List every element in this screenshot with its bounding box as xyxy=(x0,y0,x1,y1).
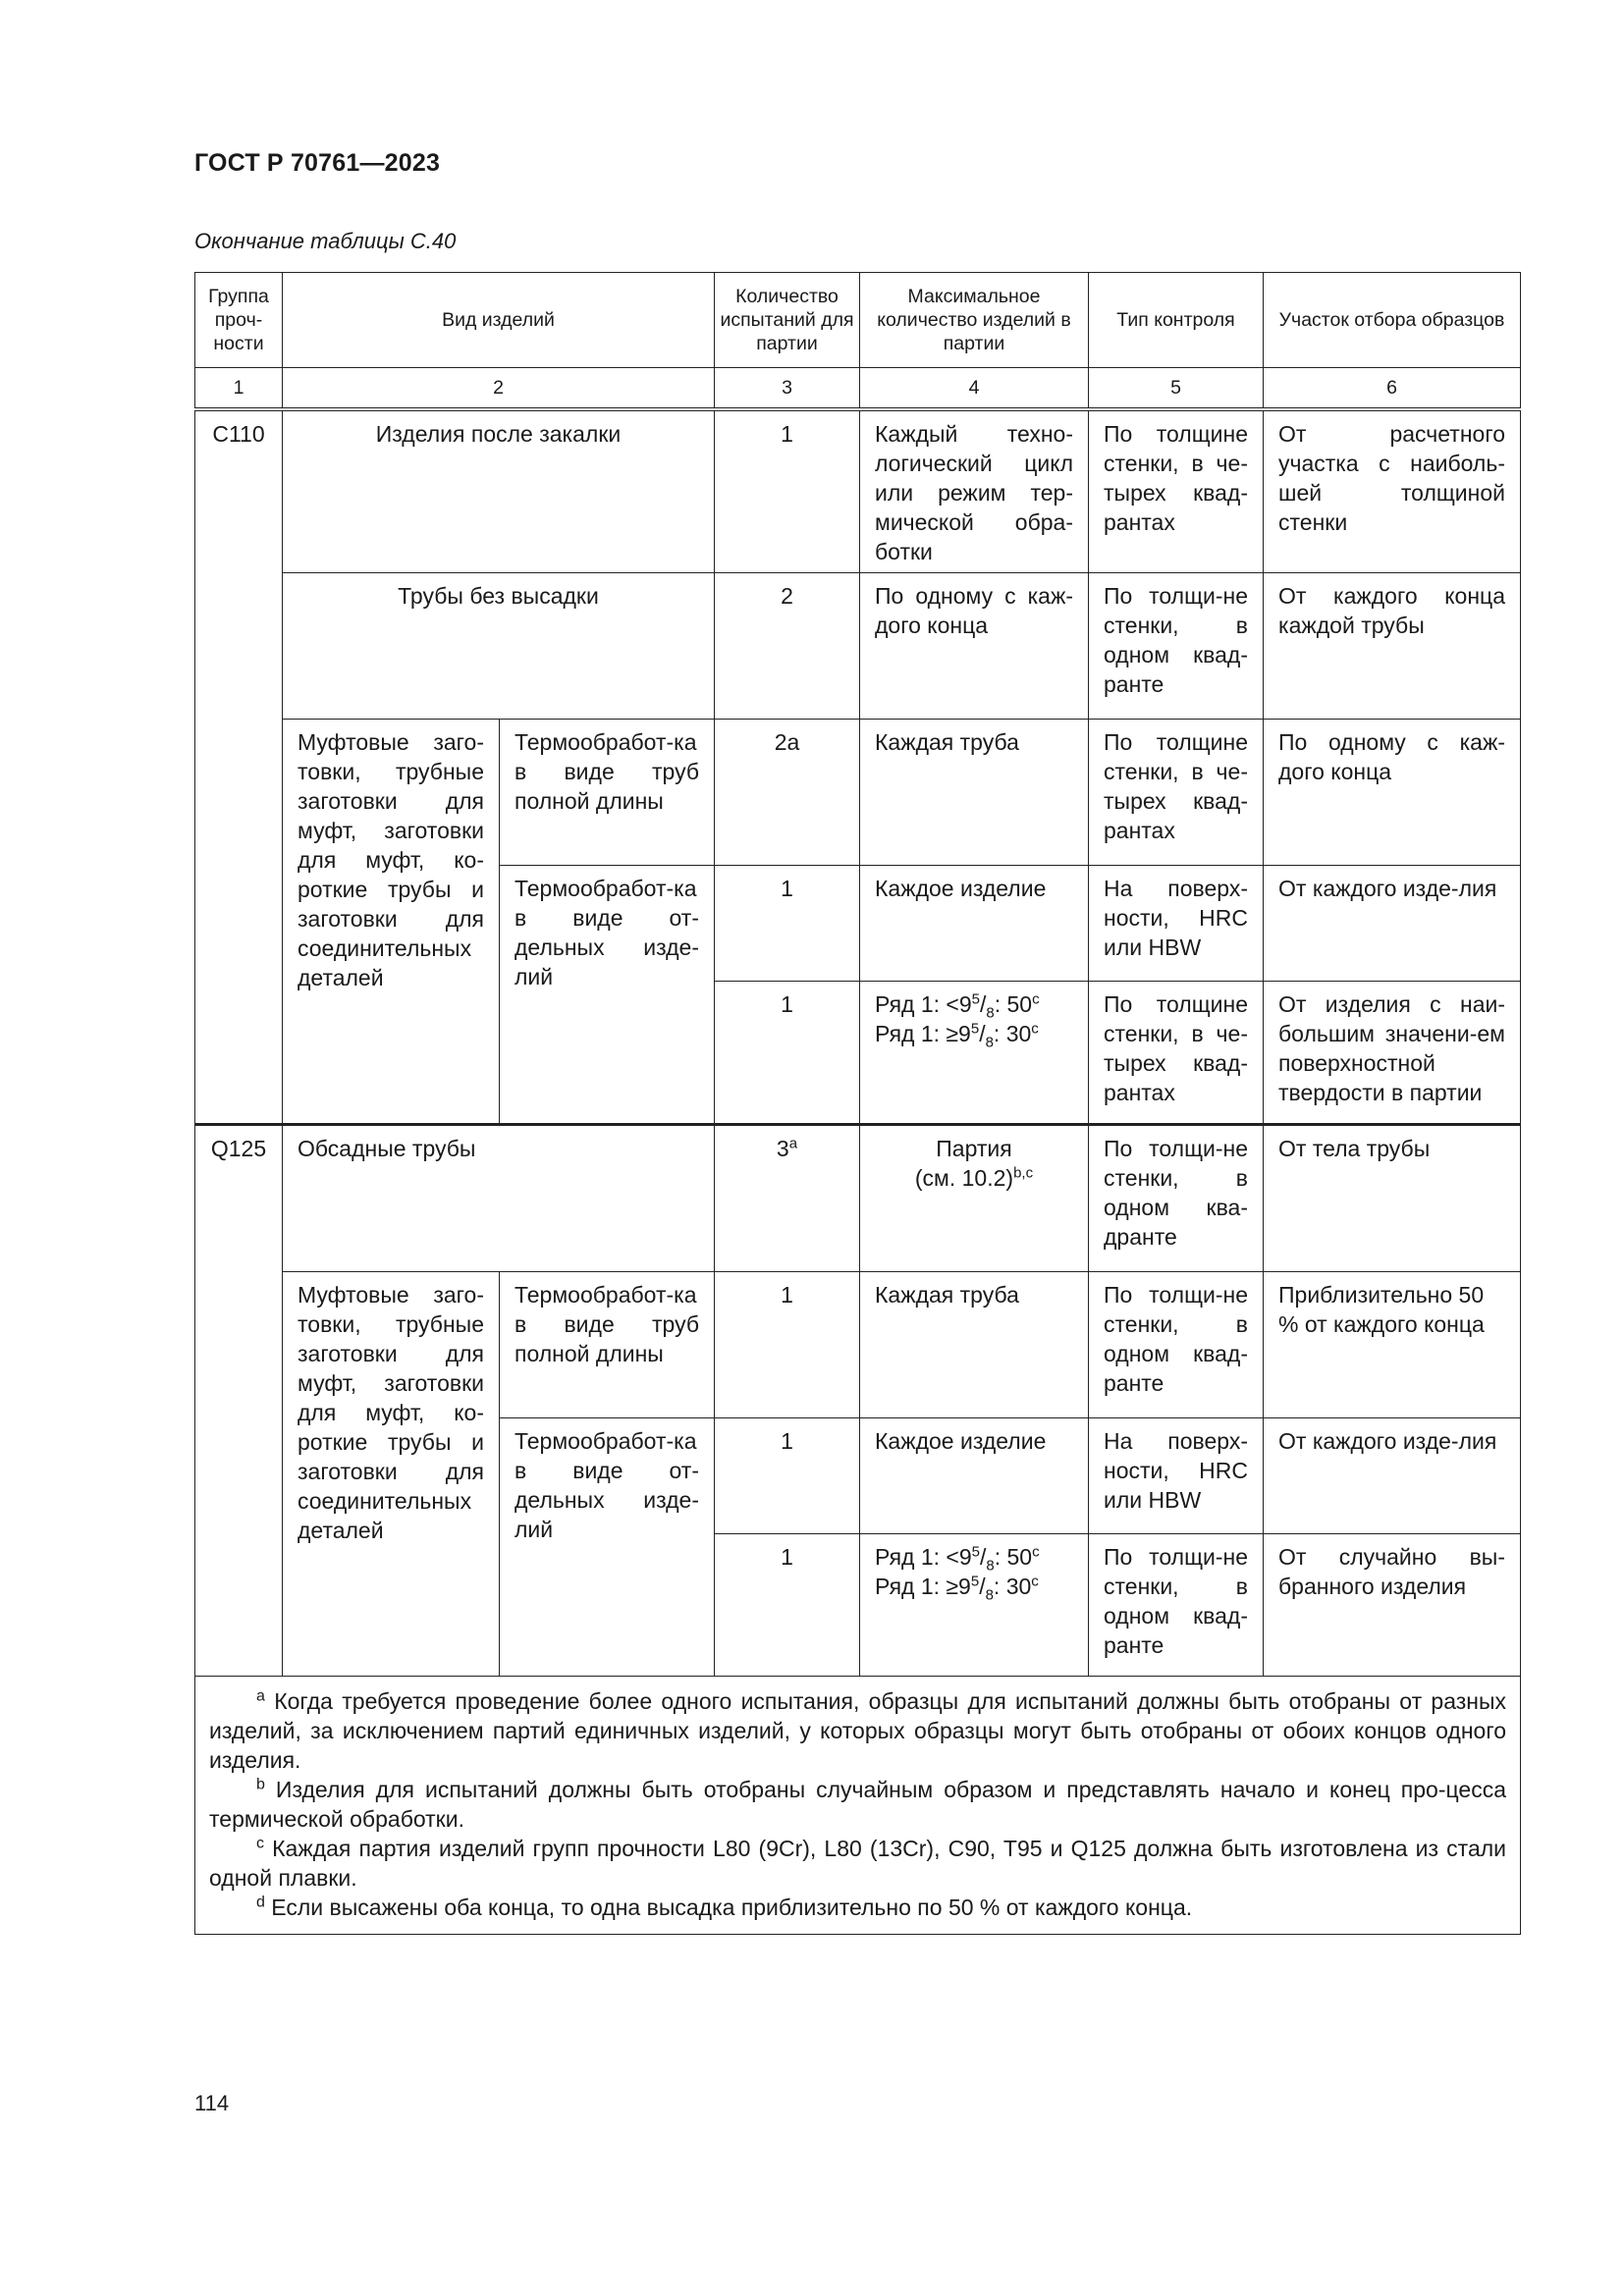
product-type-cell: Изделия после закалки xyxy=(283,409,715,573)
control-type-cell: По толщи-не стенки, в одном квад-ранте xyxy=(1089,1272,1264,1418)
header-test-count: Количество испытаний для партии xyxy=(715,273,860,368)
test-count-cell: 1 xyxy=(715,866,860,982)
footnotes-row xyxy=(195,1677,1521,1935)
table-row xyxy=(195,1272,1521,1418)
max-items-cell: По одному с каж-дого конца xyxy=(860,573,1089,720)
batch-size-line: Ряд 1: $<9^5/_8$: 50$^c$ xyxy=(875,1543,1040,1575)
batch-size-line: Ряд 1: $<9^5/_8$: 50$^c$ xyxy=(875,990,1040,1022)
sampling-location-cell: От каждого изде-лия xyxy=(1264,866,1521,982)
table-row xyxy=(195,409,1521,573)
max-items-cell: Партия (см. 10.2)$^{b,c}$ xyxy=(860,1125,1089,1272)
heat-treatment-cell: Термообработ-ка в виде от-дельных изде-лий xyxy=(500,1418,715,1677)
footnote: $^d$ Если высажены оба конца, то одна высадка приблизительно по 50 % от каждого конца. xyxy=(256,1894,1193,1920)
test-count-cell: 1 xyxy=(715,409,860,573)
product-type-cell: Трубы без высадки xyxy=(283,573,715,720)
header-control-type: Тип контроля xyxy=(1089,273,1264,368)
control-type-cell: По толщине стенки, в че-тырех квад-рантах xyxy=(1089,982,1264,1125)
max-items-cell: Каждое изделие xyxy=(860,866,1089,982)
heat-treatment-cell: Термообработ-ка в виде от-дельных изде-лий xyxy=(500,866,715,1125)
sampling-location-cell: Приблизительно 50 % от каждого конца xyxy=(1264,1272,1521,1418)
document-title: ГОСТ Р 70761—2023 xyxy=(194,149,441,177)
footnote: $^c$ Каждая партия изделий групп прочности L80 (9Cr), L80 (13Cr), C90, T95 и Q125 должна быть изготовлена из стали одной плавки. xyxy=(209,1835,1506,1891)
table-caption: Окончание таблицы С.40 xyxy=(194,229,457,253)
column-number: 3 xyxy=(715,368,860,410)
max-items-cell xyxy=(860,1534,1089,1677)
column-number-row xyxy=(195,368,1521,410)
sampling-location-cell: От каждого конца каждой трубы xyxy=(1264,573,1521,720)
table-row xyxy=(195,573,1521,720)
control-type-cell: По толщине стенки, в че-тырех квад-рантах xyxy=(1089,720,1264,866)
coupling-blanks-cell: Муфтовые заго-товки, трубные заготовки для муфт, заготовки для муфт, ко-роткие трубы и заготовки для соединительных деталей xyxy=(283,720,500,1125)
column-number: 2 xyxy=(283,368,715,410)
max-items-cell: Каждая труба xyxy=(860,720,1089,866)
page-number: 114 xyxy=(194,2091,230,2115)
test-count-cell: 1 xyxy=(715,1272,860,1418)
max-items-cell xyxy=(860,982,1089,1125)
strength-group-cell: Q125 xyxy=(195,1125,283,1677)
control-type-cell: На поверх-ности, HRC или HBW xyxy=(1089,1418,1264,1534)
header-strength-group: Группа проч-ности xyxy=(195,273,283,368)
footnote: $^b$ Изделия для испытаний должны быть отобраны случайным образом и представлять начало и конец про-цесса термической обработки. xyxy=(209,1776,1506,1832)
sampling-location-cell: От расчетного участка с наиболь-шей толщиной стенки xyxy=(1264,409,1521,573)
table-row xyxy=(195,720,1521,866)
control-type-cell: По толщи-не стенки, в одном ква-дранте xyxy=(1089,1125,1264,1272)
control-type-cell: По толщи-не стенки, в одном квад-ранте xyxy=(1089,573,1264,720)
column-number: 4 xyxy=(860,368,1089,410)
heat-treatment-cell: Термообработ-ка в виде труб полной длины xyxy=(500,1272,715,1418)
column-number: 5 xyxy=(1089,368,1264,410)
sampling-location-cell: От случайно вы-бранного изделия xyxy=(1264,1534,1521,1677)
test-count-cell: 1 xyxy=(715,1418,860,1534)
max-items-cell: Каждый техно-логический цикл или режим тер-мической обра-ботки xyxy=(860,409,1089,573)
sampling-location-cell: От каждого изде-лия xyxy=(1264,1418,1521,1534)
header-sampling-location: Участок отбора образцов xyxy=(1264,273,1521,368)
strength-group-cell: С110 xyxy=(195,409,283,1125)
footnotes-cell xyxy=(195,1677,1521,1935)
header-product-type: Вид изделий xyxy=(283,273,715,368)
specification-table xyxy=(194,272,1521,1935)
product-type-cell: Обсадные трубы xyxy=(283,1125,715,1272)
batch-size-line: Ряд 1: $\ge 9^5/_8$: 30$^c$ xyxy=(875,1573,1039,1604)
table-row xyxy=(195,1125,1521,1272)
header-max-items: Максимальное количество изделий в партии xyxy=(860,273,1089,368)
column-number: 1 xyxy=(195,368,283,410)
control-type-cell: По толщи-не стенки, в одном квад-ранте xyxy=(1089,1534,1264,1677)
table-header-row xyxy=(195,273,1521,368)
control-type-cell: На поверх-ности, HRC или HBW xyxy=(1089,866,1264,982)
test-count-cell: 2а xyxy=(715,720,860,866)
test-count-cell: 2 xyxy=(715,573,860,720)
batch-size-line: Ряд 1: $\ge 9^5/_8$: 30$^c$ xyxy=(875,1020,1039,1051)
max-items-cell: Каждая труба xyxy=(860,1272,1089,1418)
sampling-location-cell: От изделия с наи-большим значени-ем поверхностной твердости в партии xyxy=(1264,982,1521,1125)
test-count-cell: 1 xyxy=(715,982,860,1125)
footnote: $^a$ Когда требуется проведение более одного испытания, образцы для испытаний должны быть отобраны от разных изделий, за исключением партий единичных изделий, у которых образцы могут быть отобраны от обоих концов одного изделия. xyxy=(209,1687,1507,1773)
sampling-location-cell: По одному с каж-дого конца xyxy=(1264,720,1521,866)
heat-treatment-cell: Термообработ-ка в виде труб полной длины xyxy=(500,720,715,866)
coupling-blanks-cell: Муфтовые заго-товки, трубные заготовки для муфт, заготовки для муфт, ко-роткие трубы и заготовки для соединительных деталей xyxy=(283,1272,500,1677)
test-count-cell: 1 xyxy=(715,1534,860,1677)
test-count-cell: $3^а$ xyxy=(715,1125,860,1272)
sampling-location-cell: От тела трубы xyxy=(1264,1125,1521,1272)
control-type-cell: По толщине стенки, в че-тырех квад-рантах xyxy=(1089,409,1264,573)
max-items-cell: Каждое изделие xyxy=(860,1418,1089,1534)
column-number: 6 xyxy=(1264,368,1521,410)
